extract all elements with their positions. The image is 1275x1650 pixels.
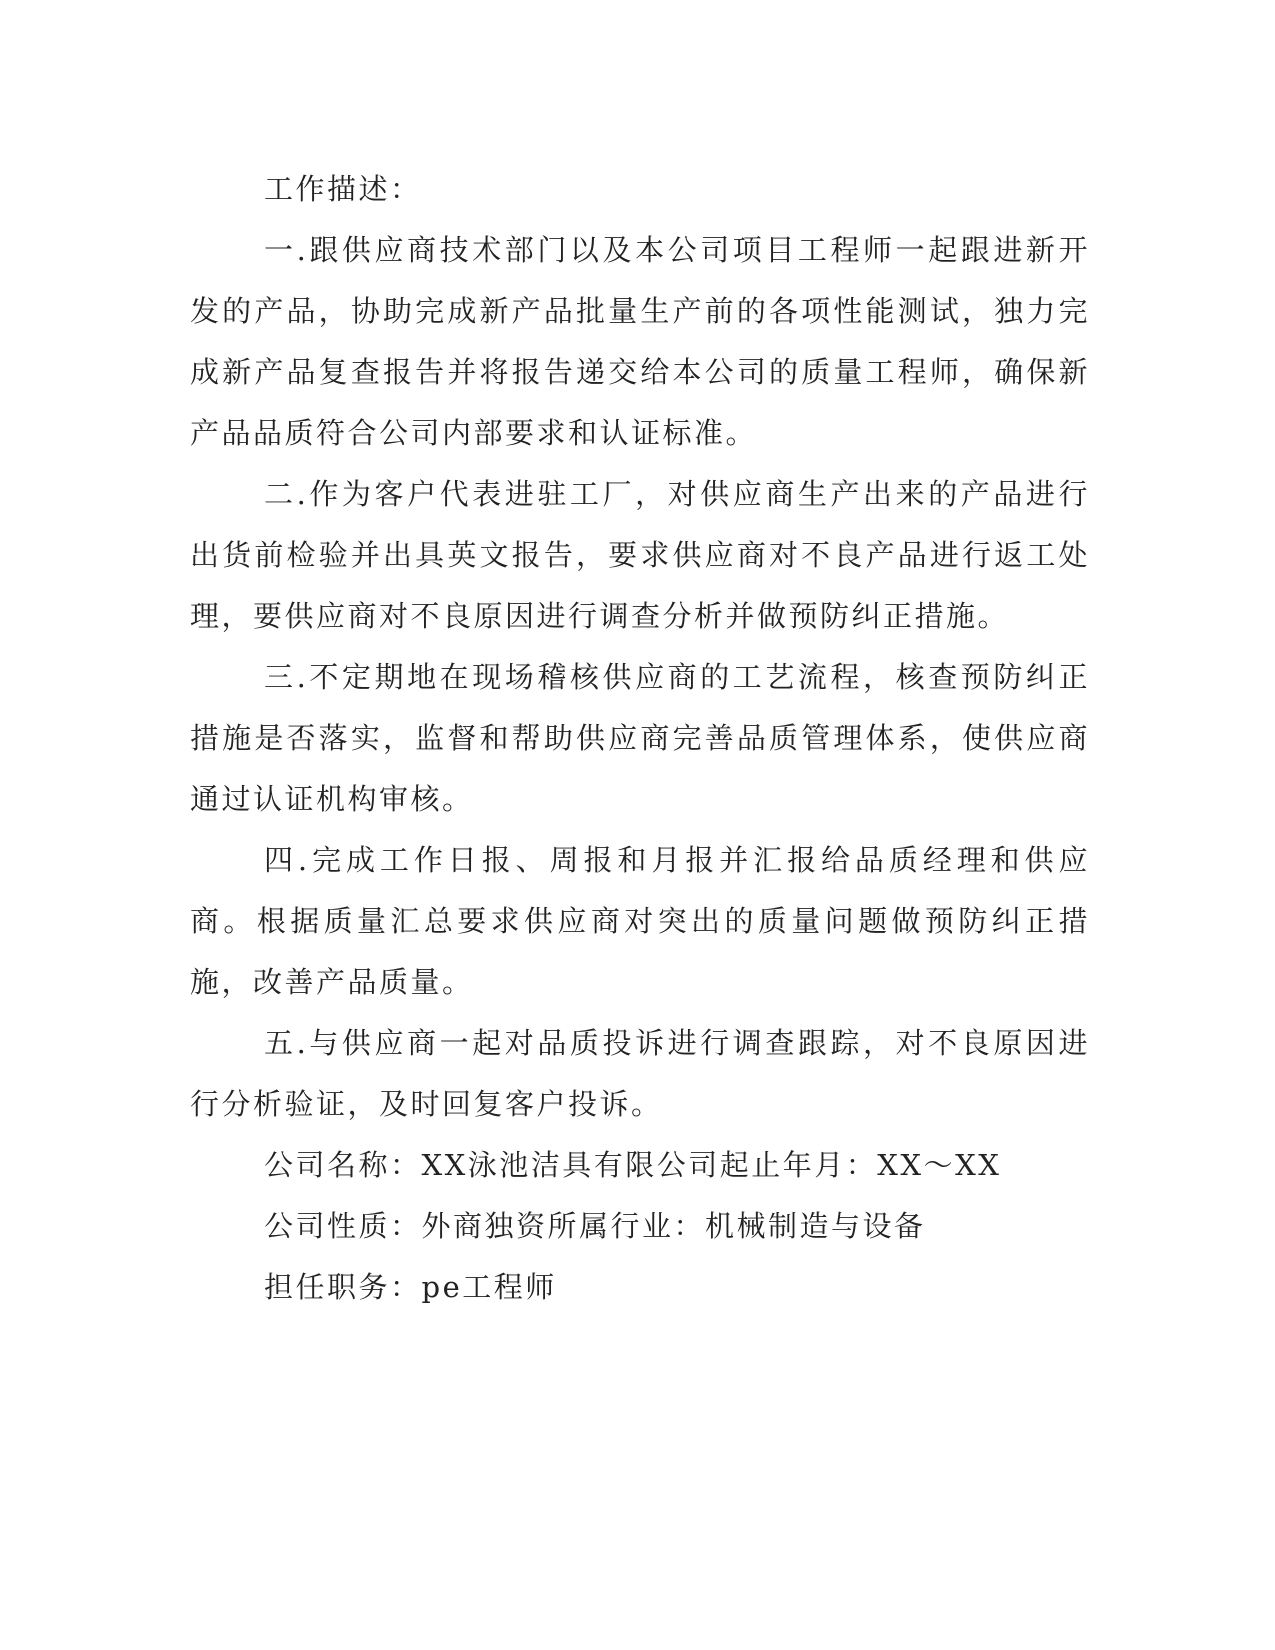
document-body xyxy=(190,159,1090,1318)
duty-item-2: 二.作为客户代表进驻工厂，对供应商生产出来的产品进行出货前检验并出具英文报告，要求供应商对不良产品进行返工处理，要供应商对不良原因进行调查分析并做预防纠正措施。 xyxy=(190,477,1090,633)
duty-item-4: 四.完成工作日报、周报和月报并汇报给品质经理和供应商。根据质量汇总要求供应商对突出的质量问题做预防纠正措施，改善产品质量。 xyxy=(190,843,1090,999)
section-heading: 工作描述： xyxy=(264,172,422,206)
duty-item-3: 三.不定期地在现场稽核供应商的工艺流程，核查预防纠正措施是否落实，监督和帮助供应商完善品质管理体系，使供应商通过认证机构审核。 xyxy=(190,660,1090,816)
position-line: 担任职务：pe工程师 xyxy=(264,1270,557,1304)
company-nature-line: 公司性质：外商独资所属行业：机械制造与设备 xyxy=(264,1209,926,1243)
duty-item-5: 五.与供应商一起对品质投诉进行调查跟踪，对不良原因进行分析验证，及时回复客户投诉。 xyxy=(190,1026,1090,1121)
company-name-line: 公司名称：XX泳池洁具有限公司起止年月：XX～XX xyxy=(264,1148,1002,1182)
duty-item-1: 一.跟供应商技术部门以及本公司项目工程师一起跟进新开发的产品，协助完成新产品批量生产前的各项性能测试，独力完成新产品复查报告并将报告递交给本公司的质量工程师，确保新产品品质符合公司内部要求和认证标准。 xyxy=(190,233,1090,450)
